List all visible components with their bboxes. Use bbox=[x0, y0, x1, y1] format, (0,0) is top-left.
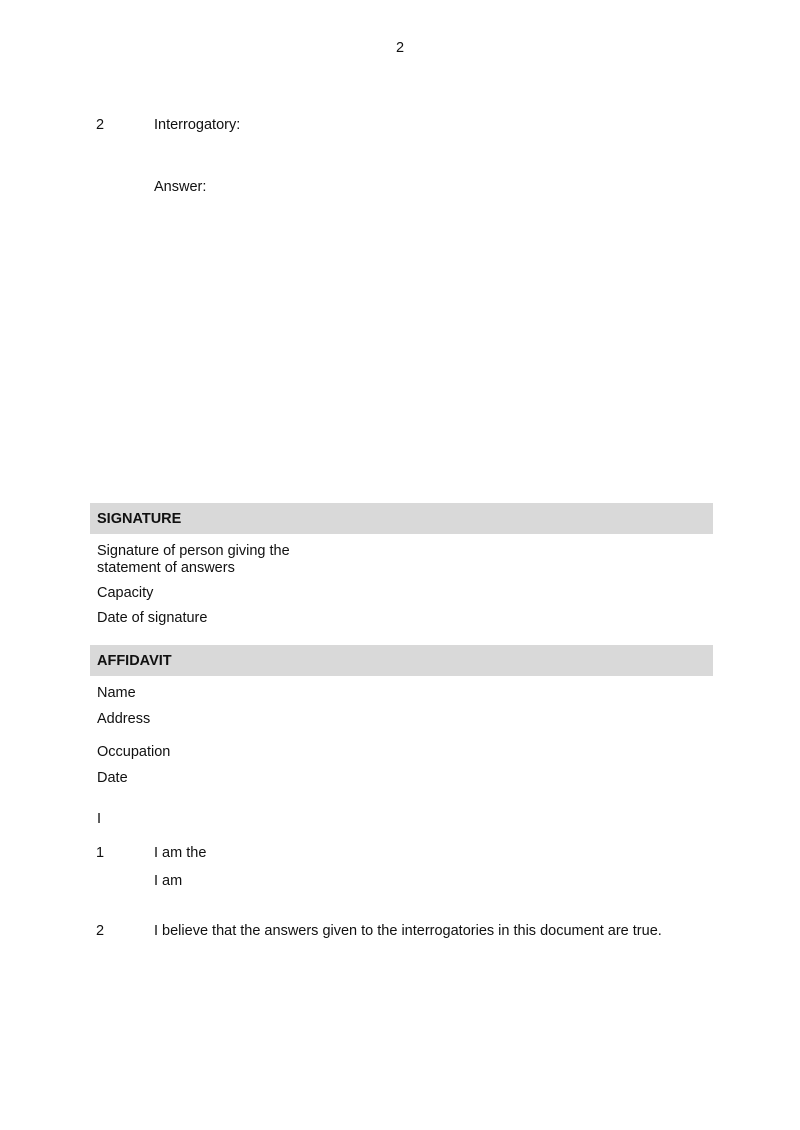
capacity-label: Capacity bbox=[97, 585, 154, 601]
affidavit-heading: AFFIDAVIT bbox=[97, 653, 172, 669]
address-label: Address bbox=[97, 711, 151, 727]
answer-label: Answer: bbox=[154, 179, 207, 195]
page-number: 2 bbox=[395, 40, 405, 56]
affidavit-heading-band bbox=[90, 645, 713, 676]
paragraph-2-line-1: I believe that the answers given to the interrogatories in this document are true. bbox=[154, 923, 662, 939]
paragraph-2-number: 2 bbox=[96, 923, 105, 939]
signature-heading: SIGNATURE bbox=[97, 511, 182, 527]
interrogatory-label: Interrogatory: bbox=[154, 117, 241, 133]
signature-date-label: Date of signature bbox=[97, 610, 208, 626]
deponent-intro: I bbox=[97, 811, 102, 827]
affidavit-date-label: Date bbox=[97, 770, 128, 786]
name-label: Name bbox=[97, 685, 136, 701]
paragraph-1-line-2: I am bbox=[154, 873, 183, 889]
signature-person-label: Signature of person giving the bbox=[97, 543, 290, 559]
signature-person-label-cont: statement of answers bbox=[97, 560, 235, 576]
signature-heading-band bbox=[90, 503, 713, 534]
interrogatory-number: 2 bbox=[96, 117, 105, 133]
occupation-label: Occupation bbox=[97, 744, 171, 760]
paragraph-1-number: 1 bbox=[96, 845, 105, 861]
paragraph-1-line-1: I am the bbox=[154, 845, 207, 861]
